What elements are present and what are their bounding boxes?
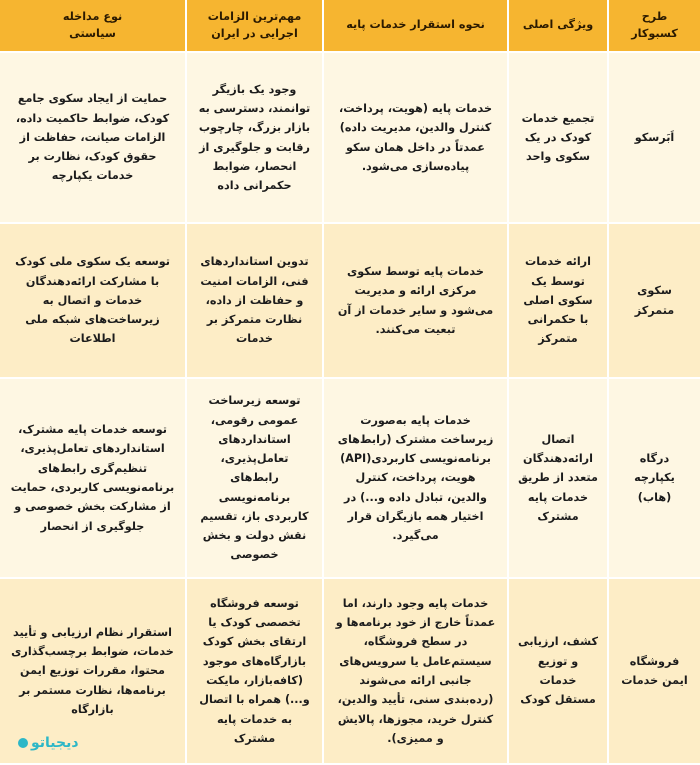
table-cell-feature <box>507 379 607 579</box>
table-cell-deployment <box>322 579 507 765</box>
cell-text: وجود یک بازیگر توانمند، دسترسی به بازار بزرگ، چارچوب رقابت و جلوگیری از انحصار، ضوابط حکمرانی داده <box>198 82 311 193</box>
cell-text: خدمات پایه توسط سکوی مرکزی ارائه و مدیریت می‌شود و سایر خدمات از آن تبعیت می‌کنند. <box>337 264 494 336</box>
table-cell-feature <box>507 53 607 224</box>
cell-text: استقرار نظام ارزیابی و تأیید خدمات، ضوابط برچسب‌گذاری محتوا، مقررات توزیع ایمن برنامه‌ها، نظارت مستمر بر بازارگاه <box>11 625 174 716</box>
cell-text: توسعه زیرساخت عمومی رقومی، استانداردهای تعامل‌پذیری، رابط‌های برنامه‌نویسی کاربردی باز، تقسیم نقش دولت و بخش خصوصی <box>200 394 309 562</box>
cell-text: توسعه یک سکوی ملی کودک با مشارکت ارائه‌دهندگان خدمات و اتصال به زیرساخت‌های شبکه ملی اطلاعات <box>15 255 170 346</box>
logo-dot-icon <box>18 738 28 748</box>
header-requirements <box>185 0 322 53</box>
table-cell-intervention <box>0 224 185 379</box>
cell-text: خدمات پایه وجود دارند، اما عمدتاً خارج از خود برنامه‌ها و در سطح فروشگاه، سیستم‌عامل یا سرویس‌های جانبی ارائه می‌شوند (رده‌بندی سنی، تأیید والدین، کنترل خرید، مجوزها، پالایش و ممیزی). <box>335 596 496 745</box>
cell-text: فروشگاه ایمن خدمات <box>621 654 688 687</box>
header-model-text: طرح کسبوکار <box>631 10 678 40</box>
table-cell-requirements <box>185 379 322 579</box>
cell-text: توسعه خدمات پایه مشترک، استانداردهای تعامل‌پذیری، تنظیم‌گری رابط‌های برنامه‌نویسی کاربردی، حمایت از مشارکت بخش خصوصی و جلوگیری از انحصار <box>10 423 175 533</box>
header-deployment-text: نحوه استقرار خدمات پایه <box>346 18 485 32</box>
table-cell-model <box>607 379 700 579</box>
table-cell-deployment <box>322 224 507 379</box>
table-cell-requirements <box>185 53 322 224</box>
cell-text: کشف، ارزیابی و توزیع خدمات مستقل کودک <box>518 635 598 707</box>
header-intervention-text: نوع مداخله سیاستی <box>62 10 123 40</box>
table-cell-intervention <box>0 379 185 579</box>
cell-text: توسعه فروشگاه تخصصی کودک یا ارتقای بخش کودک بازارگاه‌های موجود (کافه‌بازار، مایکت و...) همراه با اتصال به خدمات پایه مشترک <box>199 596 310 745</box>
header-feature-text: ویژگی اصلی <box>522 18 594 32</box>
table-cell-deployment <box>322 379 507 579</box>
table-cell-requirements <box>185 579 322 765</box>
table-cell-model <box>607 224 700 379</box>
cell-text: اتصال ارائه‌دهندگان متعدد از طریق خدمات پایه مشترک <box>518 432 598 523</box>
table-cell-feature <box>507 224 607 379</box>
table-cell-intervention <box>0 53 185 224</box>
cell-text: خدمات پایه به‌صورت زیرساخت مشترک (رابط‌های برنامه‌نویسی کاربردی(API) هویت، پرداخت، کنترل والدین، تبادل داده و...) در اختیار همه بازیگران قرار می‌گیرد. <box>337 413 494 543</box>
table-cell-requirements <box>185 224 322 379</box>
cell-text: تجمیع خدمات کودک در یک سکوی واحد <box>521 111 595 164</box>
table-cell-deployment <box>322 53 507 224</box>
header-intervention <box>0 0 185 53</box>
cell-text: اَبَرسکو <box>634 130 675 144</box>
header-requirements-text: مهم‌ترین الزامات اجرایی در ایران <box>207 10 302 40</box>
watermark-text: دیجیاتو <box>31 735 79 751</box>
table-cell-model <box>607 53 700 224</box>
cell-text: خدمات پایه (هویت، پرداخت، کنترل والدین، مدیریت داده) عمدتاً در داخل همان سکو پیاده‌سازی می‌شود. <box>338 101 493 173</box>
header-model <box>607 0 700 53</box>
cell-text: تدوین استانداردهای فنی، الزامات امنیت و حفاظت از داده، نظارت متمرکز بر خدمات <box>200 255 309 346</box>
cell-text: درگاه یکپارچه (هاب) <box>634 452 675 504</box>
cell-text: سکوی متمرکز <box>634 284 675 317</box>
cell-text: حمایت از ایجاد سکوی جامع کودک، ضوابط حاکمیت داده، الزامات صیانت، حفاظت از حقوق کودک، نظارت بر خدمات یکپارچه <box>15 92 170 183</box>
header-deployment <box>322 0 507 53</box>
table-cell-model <box>607 579 700 765</box>
watermark-logo <box>18 735 79 751</box>
header-feature <box>507 0 607 53</box>
cell-text: ارائه خدمات توسط یک سکوی اصلی با حکمرانی متمرکز <box>523 255 593 346</box>
table-cell-feature <box>507 579 607 765</box>
